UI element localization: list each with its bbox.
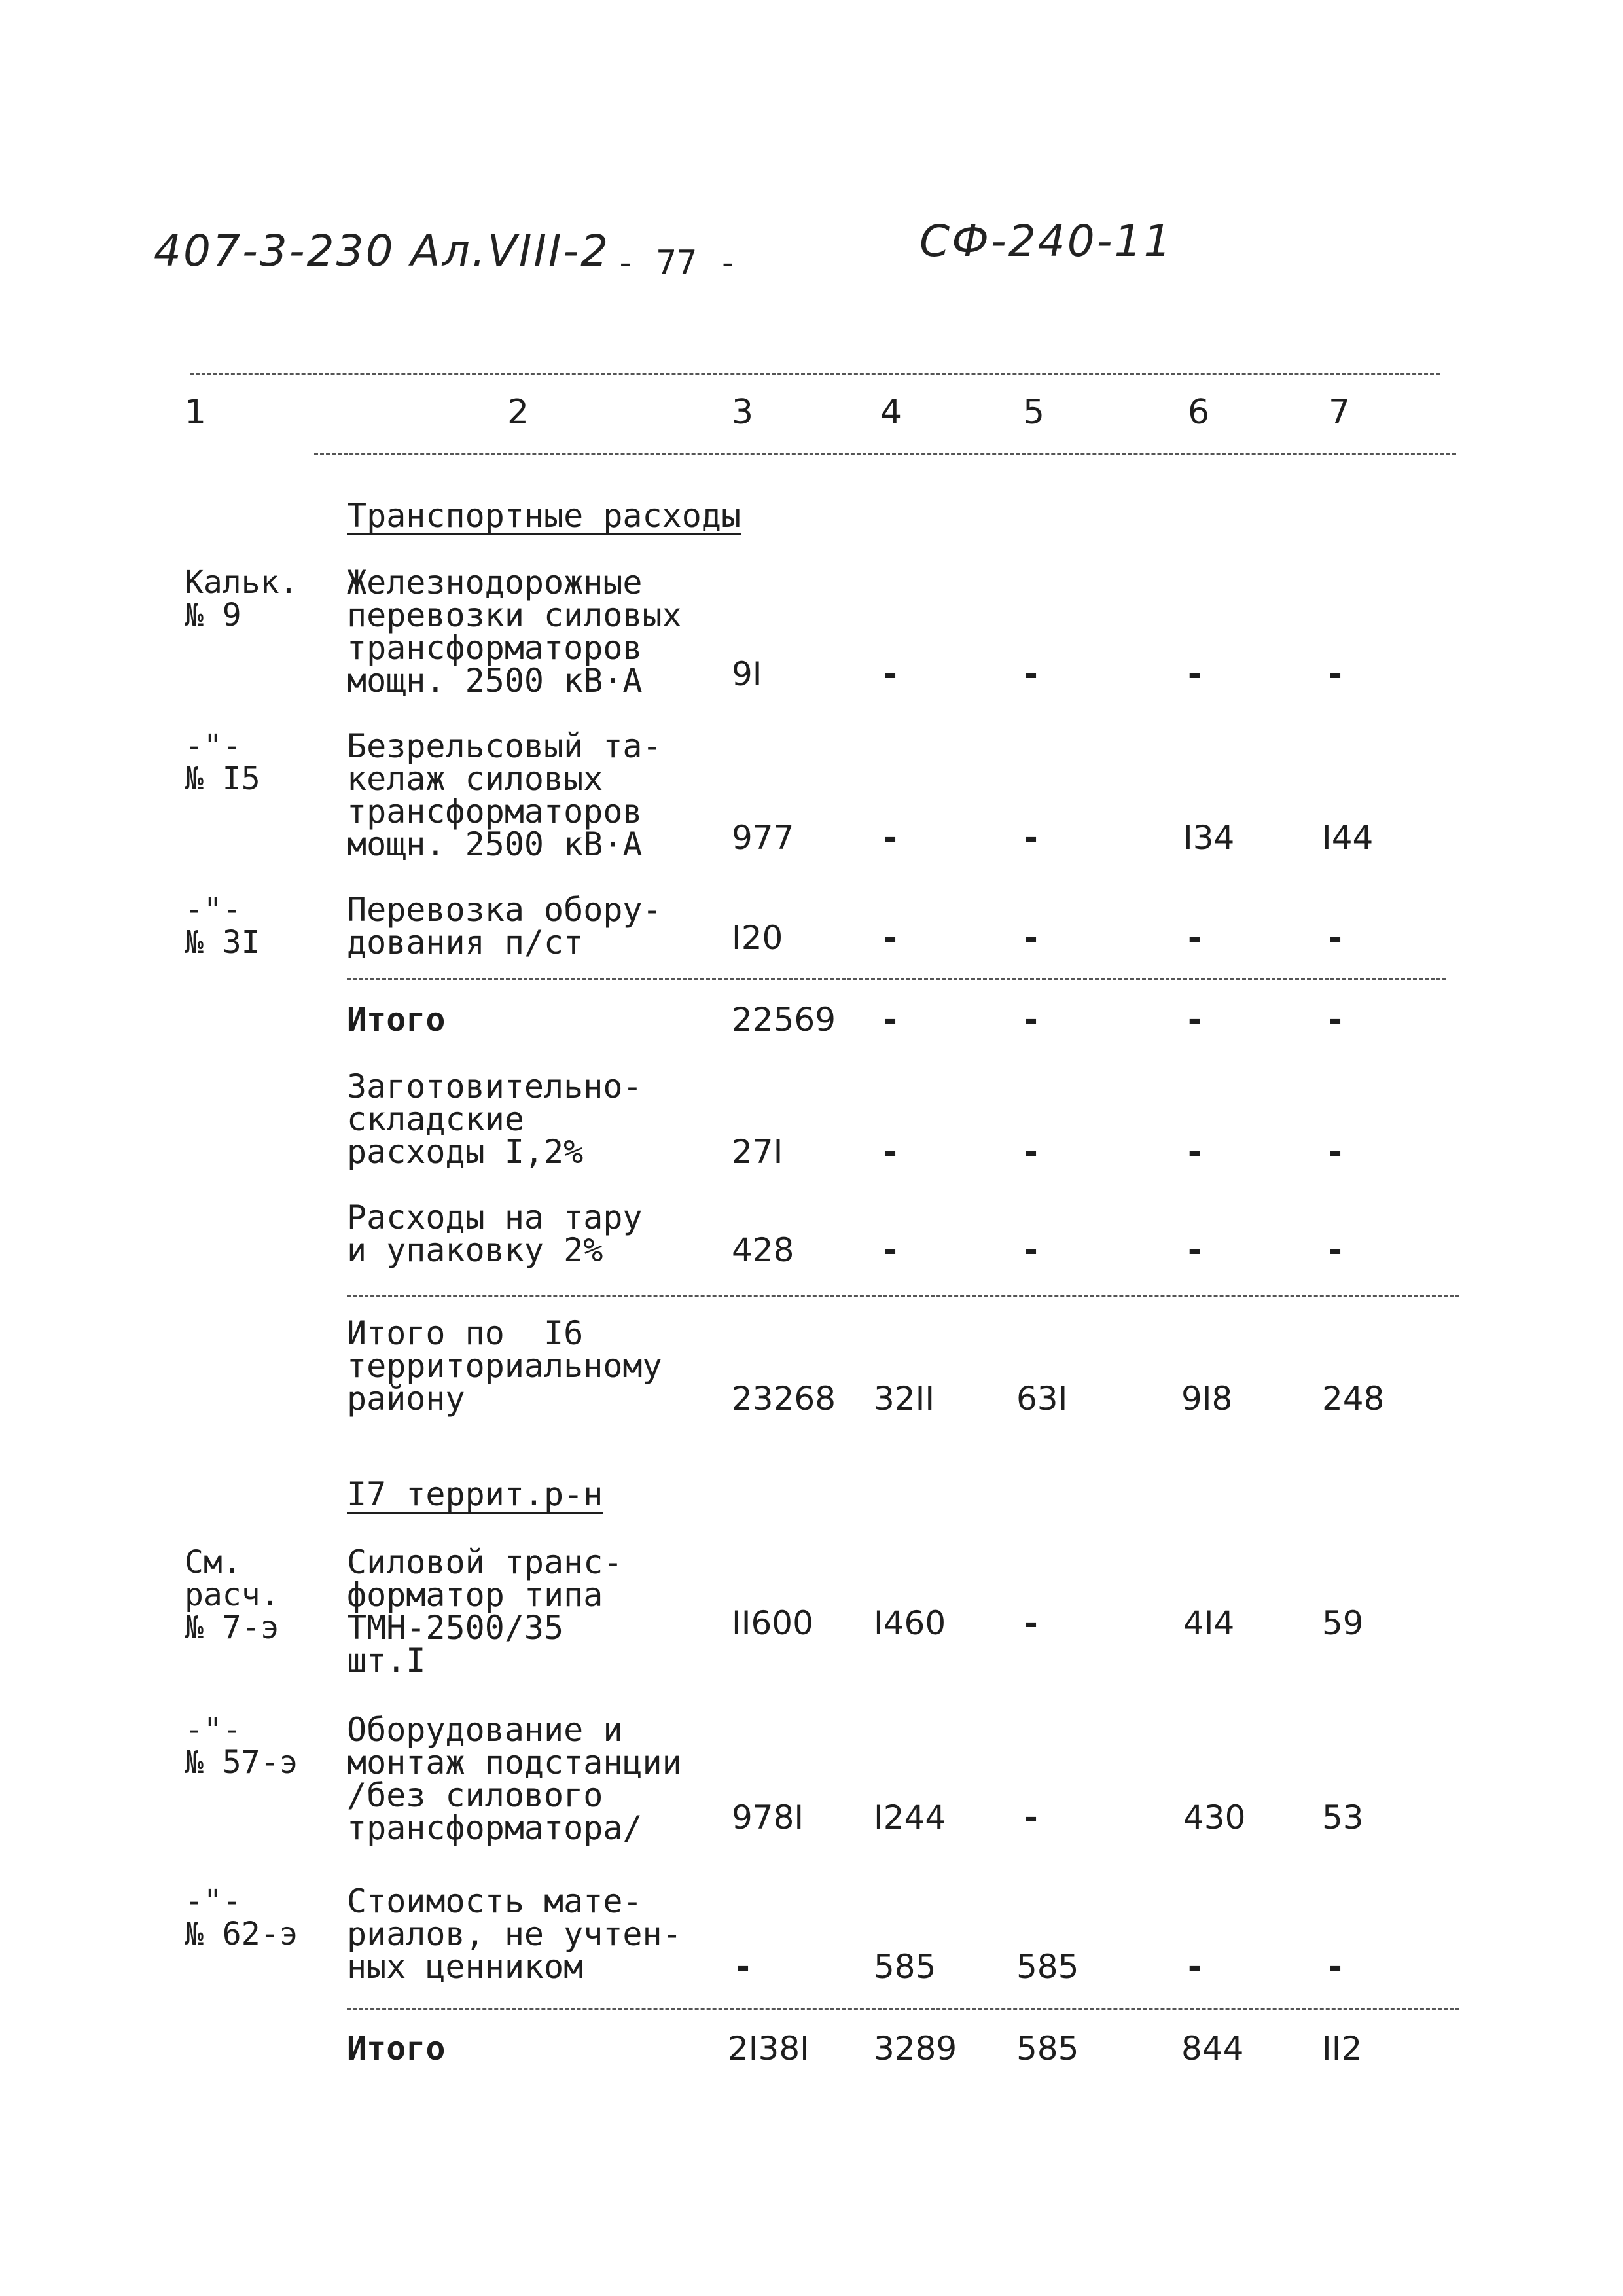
column-header-2: 2 — [507, 393, 529, 432]
table-top-rule — [190, 373, 1440, 375]
row-2-col5: - — [1024, 919, 1038, 957]
row-3-col7: - — [1329, 1001, 1342, 1039]
row-9-name: Стоимость мате- риалов, не учтен- ных ценником — [347, 1882, 682, 1986]
row-4-col7: - — [1329, 1133, 1342, 1171]
row-10-col5: 585 — [1016, 2030, 1079, 2068]
row-8-col4: I244 — [874, 1799, 946, 1837]
row-0-col4: - — [883, 655, 897, 693]
row-0-col3: 9I — [732, 655, 762, 693]
row-2-col7: - — [1329, 919, 1342, 957]
row-7-name: Силовой транс- форматор типа ТМН-2500/35 шт.I — [347, 1543, 623, 1679]
row-3-col3: 22569 — [732, 1001, 836, 1039]
row-7-col3: II600 — [732, 1604, 813, 1642]
row-4-col4: - — [883, 1133, 897, 1171]
subtotal-rule-1 — [347, 978, 1446, 980]
row-0-name: Железнодорожные перевозки силовых трансформаторов мощн. 2500 кВ·А — [347, 564, 682, 700]
row-10-col4: 3289 — [874, 2030, 957, 2068]
row-8-col5: - — [1024, 1799, 1038, 1837]
column-header-4: 4 — [880, 393, 902, 432]
header-bottom-rule — [314, 453, 1456, 455]
row-6-col7: 248 — [1322, 1380, 1385, 1418]
subtotal-rule-2 — [347, 1295, 1459, 1297]
row-0-col6: - — [1188, 655, 1202, 693]
row-2-col3: I20 — [732, 919, 783, 957]
row-9-col5: 585 — [1016, 1948, 1079, 1986]
row-6-col4: 32II — [874, 1380, 935, 1418]
row-6-col6: 9I8 — [1181, 1380, 1233, 1418]
row-8-name: Оборудование и монтаж подстанции /без силового трансформатора/ — [347, 1711, 682, 1847]
row-5-col4: - — [883, 1231, 897, 1269]
row-1-name: Безрельсовый та- келаж силовых трансформаторов мощн. 2500 кВ·А — [347, 727, 662, 863]
row-1-col6: I34 — [1183, 819, 1235, 857]
row-9-col6: - — [1188, 1948, 1202, 1986]
row-0-col5: - — [1024, 655, 1038, 693]
row-7-col5: - — [1024, 1604, 1038, 1642]
row-6-col5: 63I — [1016, 1380, 1068, 1418]
row-4-name: Заготовительно- складские расходы I,2% — [347, 1067, 643, 1171]
sheet-code: СФ-240-11 — [919, 216, 1173, 266]
section-title-transport: Транспортные расходы — [347, 497, 741, 535]
column-header-3: 3 — [732, 393, 754, 432]
row-1-col3: 977 — [732, 819, 794, 857]
row-6-name: Итого по I6 территориальному району — [347, 1314, 662, 1418]
column-header-5: 5 — [1023, 393, 1045, 432]
row-2-name: Перевозка обору- дования п/ст — [347, 891, 662, 961]
subtotal-rule-3 — [347, 2008, 1459, 2010]
row-2-col6: - — [1188, 919, 1202, 957]
row-2-col4: - — [883, 919, 897, 957]
row-1-ref: -"- № I5 — [185, 728, 260, 797]
row-3-col4: - — [883, 1001, 897, 1039]
row-9-col3: - — [736, 1948, 750, 1986]
row-9-col7: - — [1329, 1948, 1342, 1986]
row-9-col4: 585 — [874, 1948, 936, 1986]
column-header-6: 6 — [1188, 393, 1210, 432]
document-code: 407-3-230 Ал.VIII-2 — [154, 226, 611, 276]
row-8-col6: 430 — [1183, 1799, 1246, 1837]
row-5-col5: - — [1024, 1231, 1038, 1269]
row-10-col6: 844 — [1181, 2030, 1244, 2068]
row-8-col7: 53 — [1322, 1799, 1364, 1837]
row-1-col7: I44 — [1322, 819, 1374, 857]
row-5-col7: - — [1329, 1231, 1342, 1269]
row-5-col3: 428 — [732, 1231, 794, 1269]
row-1-col4: - — [883, 819, 897, 857]
row-1-col5: - — [1024, 819, 1038, 857]
page-number: - 77 - — [615, 243, 738, 283]
row-9-ref: -"- № 62-э — [185, 1883, 298, 1952]
row-3-col6: - — [1188, 1001, 1202, 1039]
row-4-col3: 27I — [732, 1133, 783, 1171]
section-title-territory-17: I7 террит.р-н — [347, 1475, 603, 1513]
row-10-name: Итого — [347, 2030, 446, 2068]
row-7-ref: См. расч. № 7-э — [185, 1544, 279, 1646]
row-5-col6: - — [1188, 1231, 1202, 1269]
row-0-col7: - — [1329, 655, 1342, 693]
row-3-col5: - — [1024, 1001, 1038, 1039]
row-10-col3: 2I38I — [728, 2030, 810, 2068]
row-2-ref: -"- № 3I — [185, 891, 260, 961]
column-header-7: 7 — [1329, 393, 1351, 432]
row-8-ref: -"- № 57-э — [185, 1712, 298, 1781]
row-3-name: Итого — [347, 1001, 446, 1039]
row-0-ref: Кальк. № 9 — [185, 564, 298, 634]
row-8-col3: 978I — [732, 1799, 804, 1837]
row-6-col3: 23268 — [732, 1380, 836, 1418]
row-4-col5: - — [1024, 1133, 1038, 1171]
row-5-name: Расходы на тару и упаковку 2% — [347, 1198, 643, 1269]
row-7-col6: 4I4 — [1183, 1604, 1235, 1642]
column-header-1: 1 — [185, 393, 207, 432]
row-4-col6: - — [1188, 1133, 1202, 1171]
row-7-col7: 59 — [1322, 1604, 1364, 1642]
row-10-col7: II2 — [1322, 2030, 1363, 2068]
row-7-col4: I460 — [874, 1604, 946, 1642]
